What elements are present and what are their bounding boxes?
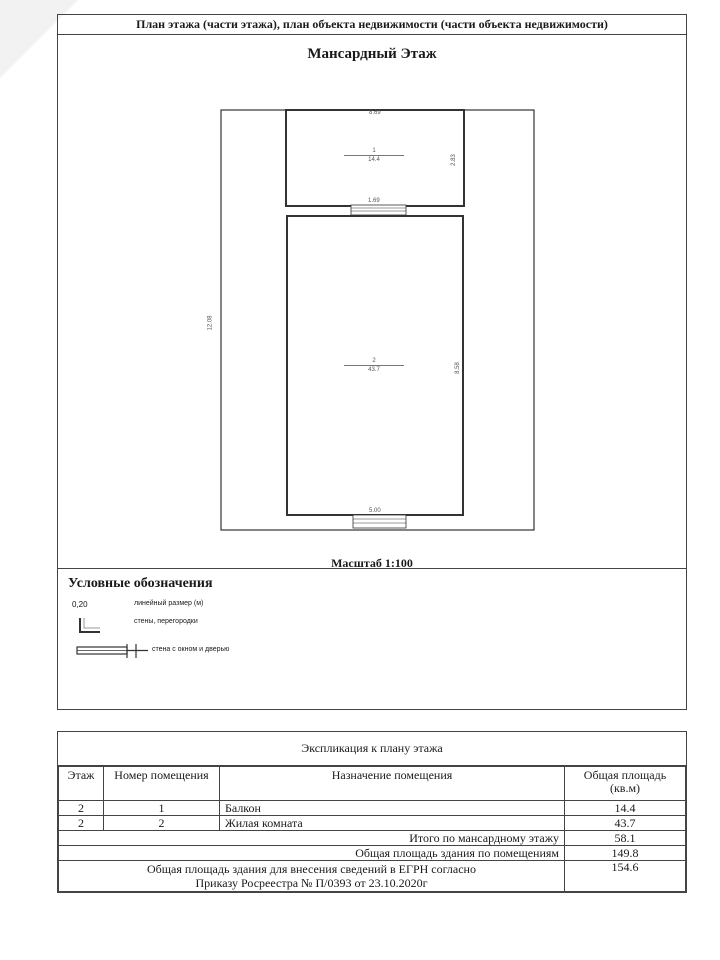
floor-plan-drawing bbox=[58, 75, 686, 575]
explication-grid bbox=[58, 766, 686, 892]
legend-sample: 0,20 bbox=[72, 600, 88, 609]
explication-title: Экспликация к плану этажа bbox=[58, 732, 686, 766]
table-row bbox=[59, 801, 686, 816]
room-area: 14.4 bbox=[368, 157, 380, 163]
balcony-door bbox=[351, 205, 406, 215]
room-number: 2 bbox=[344, 358, 404, 366]
column-header-area: Общая площадь (кв.м) bbox=[565, 767, 686, 801]
egrn-label-line1: Общая площадь здания для внесения сведений в ЕГРН согласно bbox=[147, 862, 476, 876]
total-value: 58.1 bbox=[565, 831, 686, 846]
scale-label: Масштаб 1:100 bbox=[331, 556, 413, 570]
total-label: Общая площадь здания по помещениям bbox=[59, 846, 565, 861]
table-header-row bbox=[59, 767, 686, 801]
legend-title: Условные обозначения bbox=[68, 576, 213, 591]
egrn-label-line2: Приказу Росреестра № П/0393 от 23.10.2020г bbox=[195, 876, 428, 890]
egrn-label bbox=[59, 861, 565, 892]
room-label-balcony bbox=[344, 148, 404, 163]
column-header-number: Номер помещения bbox=[104, 767, 220, 801]
window-door-sample-icon bbox=[76, 643, 151, 659]
floor-plan-sheet bbox=[57, 14, 687, 710]
room-number: 1 bbox=[344, 148, 404, 156]
legend-desc: стены, перегородки bbox=[134, 618, 198, 625]
dim-top-width: 8.69 bbox=[369, 110, 381, 116]
column-header-purpose: Назначение помещения bbox=[220, 767, 565, 801]
cell-purpose: Жилая комната bbox=[220, 816, 565, 831]
legend-desc: стена с окном и дверью bbox=[152, 646, 230, 653]
table-total-row bbox=[59, 831, 686, 846]
cell-floor: 2 bbox=[59, 801, 104, 816]
cell-number: 1 bbox=[104, 801, 220, 816]
wall-sample-icon bbox=[78, 616, 108, 634]
cell-area: 14.4 bbox=[565, 801, 686, 816]
cell-area: 43.7 bbox=[565, 816, 686, 831]
table-egrn-row bbox=[59, 861, 686, 892]
dim-total-length: 12.08 bbox=[207, 315, 214, 331]
floor-title: Мансардный Этаж bbox=[307, 46, 437, 62]
cell-purpose: Балкон bbox=[220, 801, 565, 816]
dim-room-length: 8.58 bbox=[454, 362, 461, 374]
total-value: 149.8 bbox=[565, 846, 686, 861]
dim-bottom-opening: 5.00 bbox=[369, 508, 381, 514]
cell-floor: 2 bbox=[59, 816, 104, 831]
room-area: 43.7 bbox=[368, 367, 380, 373]
legend-desc: линейный размер (м) bbox=[134, 600, 204, 607]
dim-balcony-opening: 1.69 bbox=[368, 198, 380, 204]
column-header-floor: Этаж bbox=[59, 767, 104, 801]
sheet-title: План этажа (части этажа), план объекта недвижимости (части объекта недвижимости) bbox=[58, 15, 686, 35]
room-label-living bbox=[344, 358, 404, 373]
outer-wall bbox=[221, 110, 534, 530]
divider bbox=[58, 568, 686, 569]
bottom-window bbox=[353, 515, 406, 528]
explication-table bbox=[57, 731, 687, 893]
dim-balcony-depth: 2.83 bbox=[450, 154, 457, 166]
table-total-row bbox=[59, 846, 686, 861]
table-row bbox=[59, 816, 686, 831]
egrn-value: 154.6 bbox=[565, 861, 686, 892]
cell-number: 2 bbox=[104, 816, 220, 831]
total-label: Итого по мансардному этажу bbox=[59, 831, 565, 846]
